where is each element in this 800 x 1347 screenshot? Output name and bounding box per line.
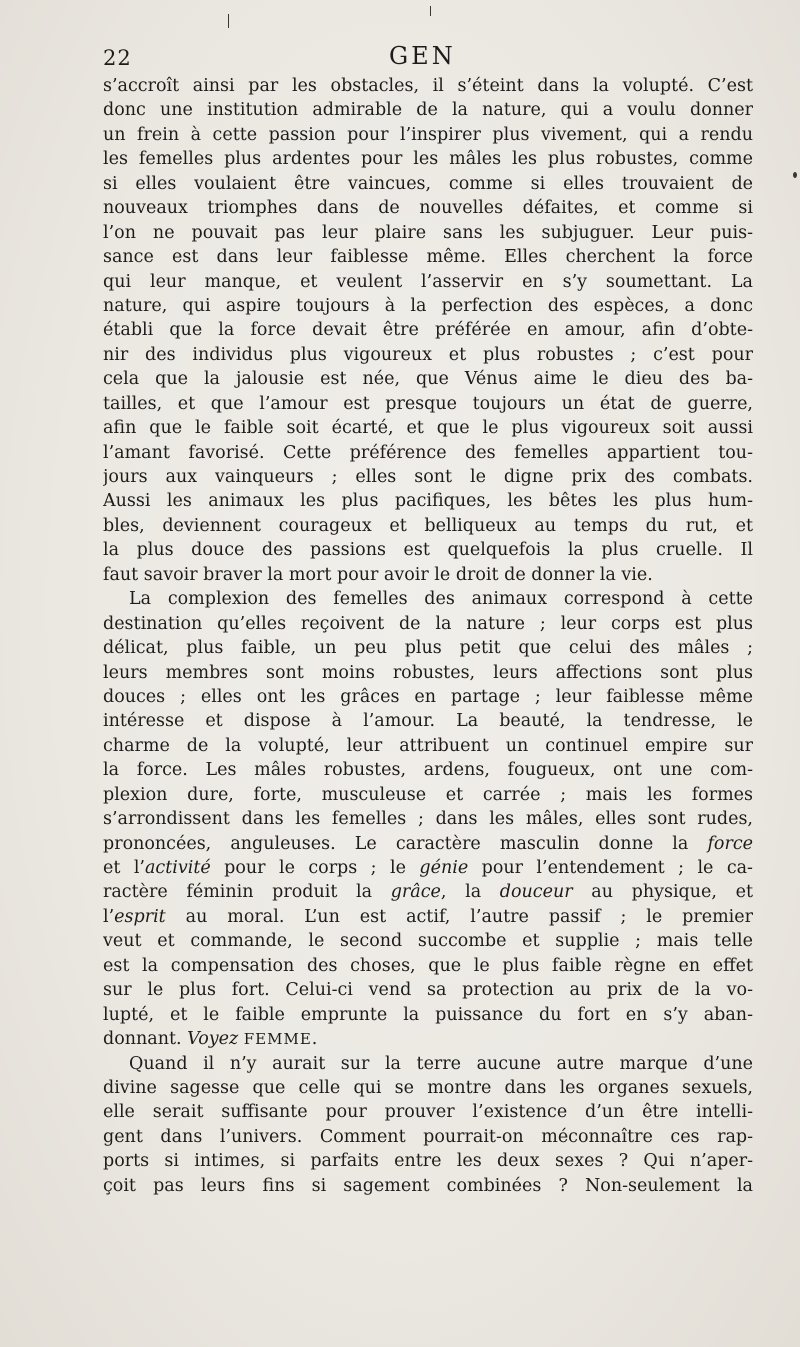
paragraph-1 xyxy=(103,74,753,587)
text-line: la force. Les mâles robustes, ardens, fougueux, ont une com- xyxy=(103,760,753,781)
text-line: elle serait suffisante pour prouver l’existence d’un être intelli- xyxy=(103,1102,753,1123)
text-line: jours aux vainqueurs ; elles sont le digne prix des combats. xyxy=(103,467,753,487)
text-line: l’esprit au moral. L’un est actif, l’autre passif ; le premier xyxy=(103,906,753,927)
text-line: délicat, plus faible, un peu plus petit que celui des mâles ; xyxy=(103,638,753,659)
text-line: destination qu’elles reçoivent de la nature ; leur corps est plus xyxy=(103,613,753,634)
text-line: gent dans l’univers. Comment pourrait-on méconnaître ces rap- xyxy=(103,1126,753,1147)
text-line: douces ; elles ont les grâces en partage ; leur faiblesse même xyxy=(103,686,753,707)
small-caps-word: FEMME xyxy=(243,1030,312,1049)
text-line: l’on ne pouvait pas leur plaire sans les subjuguer. Leur puis- xyxy=(103,222,753,243)
running-head: GEN xyxy=(389,42,456,70)
italic-word: force xyxy=(707,833,753,854)
text-line: est la compensation des choses, que le plus faible règne en effet xyxy=(103,955,753,976)
text-line: sur le plus fort. Celui-ci vend sa protection au prix de la vo- xyxy=(103,980,753,1001)
text-line: s’accroît ainsi par les obstacles, il s’éteint dans la volupté. C’est xyxy=(103,76,753,96)
text-line: sance est dans leur faiblesse même. Elles cherchent la force xyxy=(103,247,753,268)
paragraph-3 xyxy=(103,1052,753,1199)
text-line: nir des individus plus vigoureux et plus robustes ; c’est pour xyxy=(103,344,753,365)
text-line: charme de la volupté, leur attribuent un continuel empire sur xyxy=(103,735,753,756)
italic-word: Voyez xyxy=(187,1029,239,1050)
text-line: afin que le faible soit écarté, et que le plus vigoureux soit aussi xyxy=(103,418,753,439)
body-text xyxy=(103,74,753,1198)
text-line: l’amant favorisé. Cette préférence des femelles appartient tou- xyxy=(103,442,753,463)
text-line: La complexion des femelles des animaux correspond à cette xyxy=(129,589,753,610)
text-line: les femelles plus ardentes pour les mâles les plus robustes, comme xyxy=(103,149,753,170)
text-line: qui leur manque, et veulent l’asservir en s’y soumettant. La xyxy=(103,271,753,292)
text-line: nouveaux triomphes dans de nouvelles défaites, et comme si xyxy=(103,198,753,219)
text-line: ports si intimes, si parfaits entre les deux sexes ? Qui n’aper- xyxy=(103,1151,753,1172)
text-line: si elles voulaient être vaincues, comme si elles trouvaient de xyxy=(103,173,753,194)
page-header xyxy=(103,40,753,72)
paper-speck xyxy=(430,6,431,16)
page-number: 22 xyxy=(103,46,132,70)
text-line: Aussi les animaux les plus pacifiques, les bêtes les plus hum- xyxy=(103,491,753,512)
text-line: s’arrondissent dans les femelles ; dans les mâles, elles sont rudes, xyxy=(103,809,753,830)
paper-speck xyxy=(228,14,229,28)
text-line: Quand il n’y aurait sur la terre aucune autre marque d’une xyxy=(129,1053,753,1074)
text-line: donc une institution admirable de la nature, qui a voulu donner xyxy=(103,100,753,121)
text-line: divine sagesse que celle qui se montre dans les organes sexuels, xyxy=(103,1077,753,1098)
italic-word: douceur xyxy=(499,882,573,903)
italic-word: esprit xyxy=(114,906,166,927)
italic-word: grâce xyxy=(390,882,441,903)
text-line: tailles, et que l’amour est presque toujours un état de guerre, xyxy=(103,393,753,414)
text-line: ractère féminin produit la grâce, la douceur au physique, et xyxy=(103,882,753,903)
text-line: donnant. Voyez FEMME. xyxy=(103,1029,318,1050)
text-line: çoit pas leurs fins si sagement combinées ? Non-seulement la xyxy=(103,1175,753,1196)
italic-word: activité xyxy=(144,858,211,878)
text-line: lupté, et le faible emprunte la puissance du fort en s’y aban- xyxy=(103,1004,753,1025)
italic-word: génie xyxy=(419,858,469,878)
text-line: la plus douce des passions est quelquefois la plus cruelle. Il xyxy=(103,540,753,561)
text-line: leurs membres sont moins robustes, leurs affections sont plus xyxy=(103,662,753,683)
paragraph-2 xyxy=(103,587,753,1051)
text-line: établi que la force devait être préférée en amour, afin d’obte- xyxy=(103,320,753,341)
text-line: veut et commande, le second succombe et supplie ; mais telle xyxy=(103,931,753,952)
text-line: prononcées, anguleuses. Le caractère masculin donne la force xyxy=(103,833,753,854)
text-line: cela que la jalousie est née, que Vénus aime le dieu des ba- xyxy=(103,369,753,390)
text-line: intéresse et dispose à l’amour. La beauté, la tendresse, le xyxy=(103,711,753,732)
text-line: plexion dure, forte, musculeuse et carrée ; mais les formes xyxy=(103,784,753,805)
text-line: bles, deviennent courageux et belliqueux au temps du rut, et xyxy=(103,515,753,536)
text-line: faut savoir braver la mort pour avoir le droit de donner la vie. xyxy=(103,564,653,585)
text-line: nature, qui aspire toujours à la perfection des espèces, a donc xyxy=(103,295,753,316)
text-line: et l’activité pour le corps ; le génie pour l’entendement ; le ca- xyxy=(103,858,753,878)
paper-speck xyxy=(793,172,797,178)
text-line: un frein à cette passion pour l’inspirer plus vivement, qui a rendu xyxy=(103,124,753,145)
